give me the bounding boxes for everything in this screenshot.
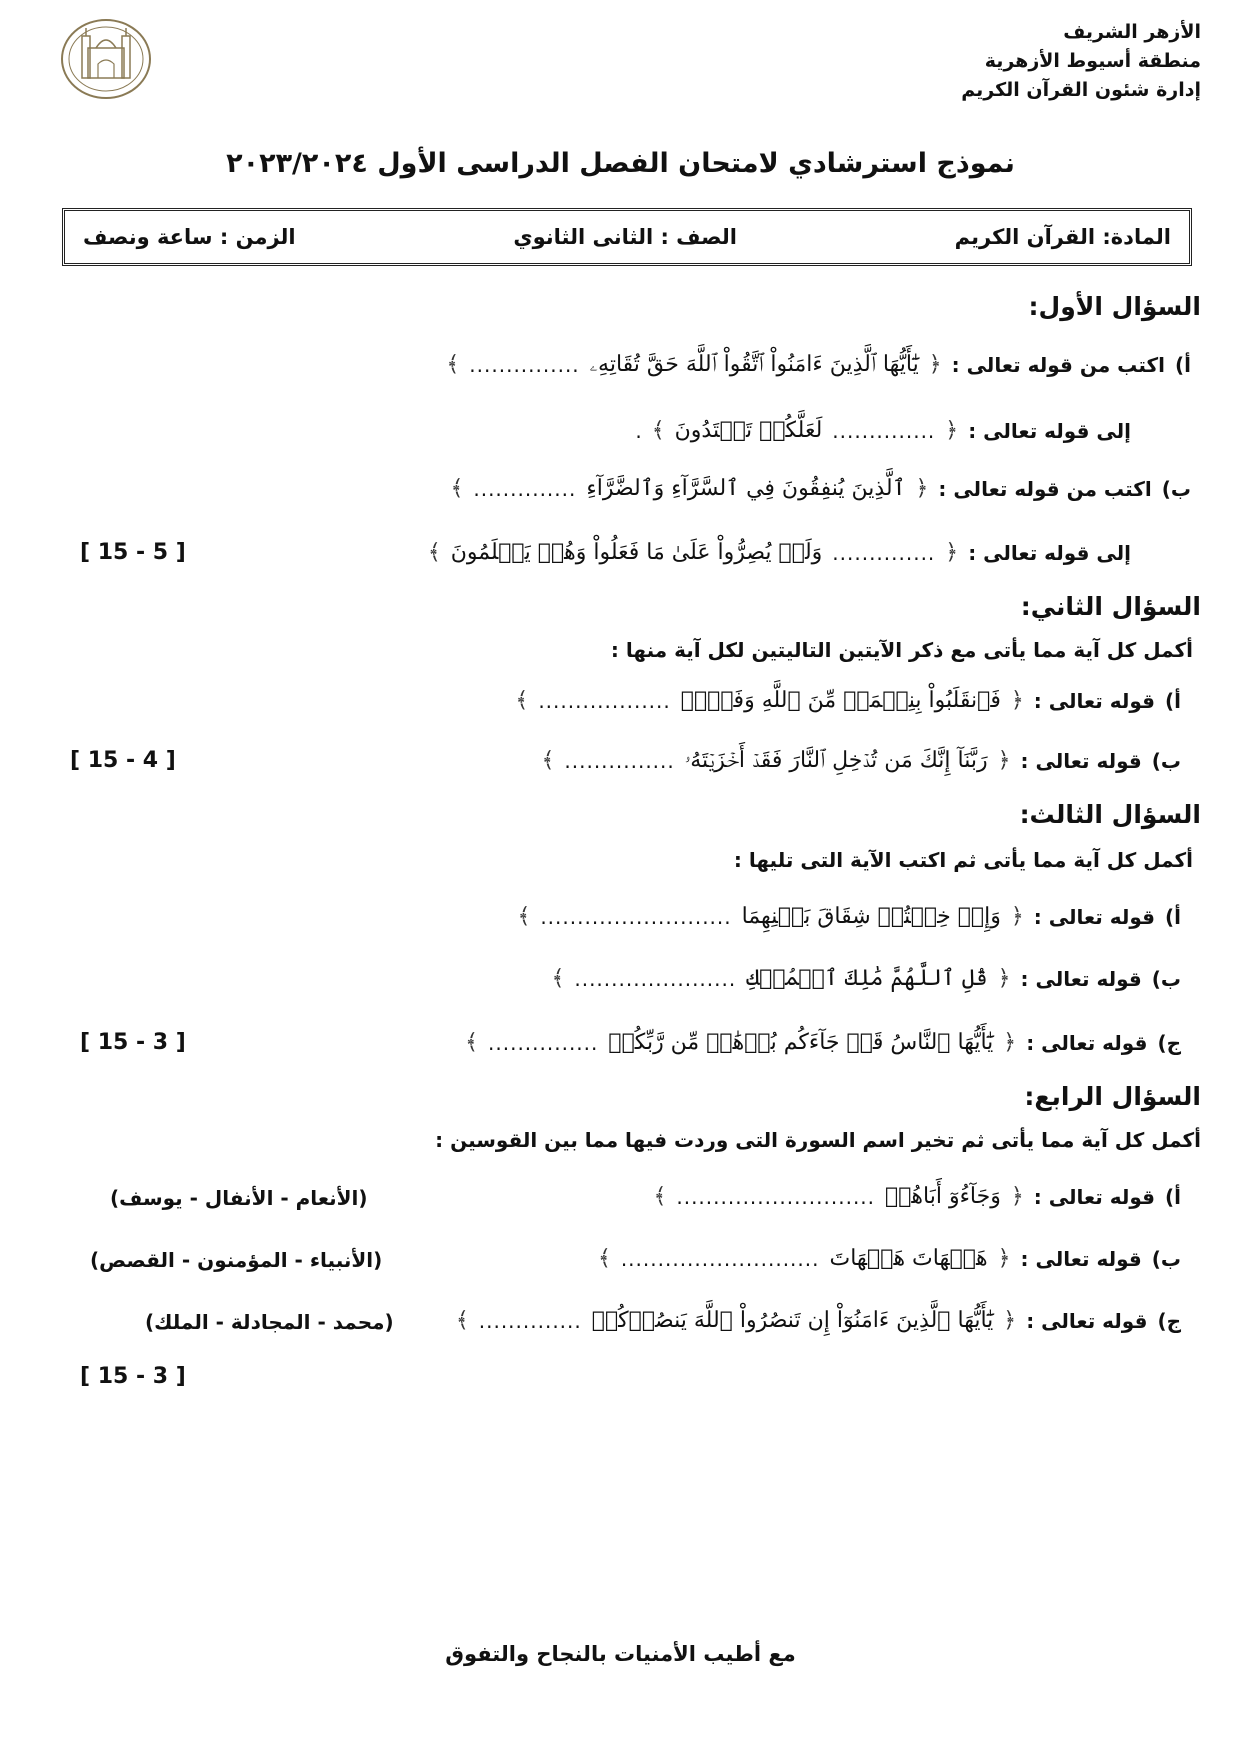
q2-b-line xyxy=(542,748,1182,773)
q2-instruction: أكمل كل آية مما يأتى مع ذكر الآيتين التاليتين لكل آية منها : xyxy=(610,638,1193,662)
q1-a2-ayah: لَعَلَّكُمۡ تَهۡتَدُونَ xyxy=(674,418,823,443)
q2-b-ayah: رَبَّنَآ إِنَّكَ مَن تُدۡخِلِ ٱلنَّارَ فَقَدۡ أَخۡزَيۡتَهُۥ xyxy=(684,748,988,773)
q1-a2-blank: .............. xyxy=(832,418,936,443)
open-bracket: ﴿ xyxy=(945,418,959,443)
header-line-1: الأزهر الشريف xyxy=(1063,21,1201,43)
close-bracket: ﴾ xyxy=(465,1030,479,1055)
close-bracket: ﴾ xyxy=(446,352,460,377)
q2-b-blank: ............... xyxy=(564,748,675,773)
header-line-2: منطقة أسيوط الأزهرية xyxy=(984,50,1201,72)
q1-a2-line xyxy=(635,418,1131,443)
q2-a-line xyxy=(515,688,1181,713)
open-bracket: ﴿ xyxy=(1010,1184,1024,1209)
exam-info-box xyxy=(62,208,1192,266)
q1-a2-end: . xyxy=(635,418,642,443)
institution-header xyxy=(961,18,1201,105)
azhar-logo-icon xyxy=(60,18,152,100)
q3-b-label: ب) xyxy=(1151,966,1181,991)
q1-b-text: اكتب من قوله تعالى : xyxy=(938,476,1152,501)
open-bracket: ﴿ xyxy=(928,352,942,377)
q3-b-blank: ...................... xyxy=(574,966,737,991)
q4-c-line xyxy=(456,1308,1181,1333)
close-bracket: ﴾ xyxy=(597,1246,611,1271)
close-bracket: ﴾ xyxy=(517,904,531,929)
q1-a2-text: إلى قوله تعالى : xyxy=(968,418,1131,443)
open-bracket: ﴿ xyxy=(997,1246,1011,1271)
q2-a-text: قوله تعالى : xyxy=(1033,688,1155,713)
q1-b-label: ب) xyxy=(1161,476,1191,501)
q4-heading: السؤال الرابع: xyxy=(1024,1082,1201,1111)
q3-score: [ 15 - 3 ] xyxy=(80,1030,186,1055)
q2-b-text: قوله تعالى : xyxy=(1020,748,1142,773)
grade-label: الصف : الثانى الثانوي xyxy=(513,225,737,249)
q1-a-blank: ............... xyxy=(469,352,580,377)
q2-b-label: ب) xyxy=(1151,748,1181,773)
q4-c-text: قوله تعالى : xyxy=(1026,1308,1148,1333)
open-bracket: ﴿ xyxy=(945,540,959,565)
q4-b-line xyxy=(598,1246,1181,1271)
time-label: الزمن : ساعة ونصف xyxy=(83,225,296,249)
exam-title: نموذج استرشادي لامتحان الفصل الدراسى الأول ٢٠٢٣/٢٠٢٤ xyxy=(226,148,1015,179)
q1-b-blank: .............. xyxy=(473,476,577,501)
open-bracket: ﴿ xyxy=(997,748,1011,773)
q4-b-sura-choices: (الأنبياء - المؤمنون - القصص) xyxy=(90,1248,383,1272)
q4-a-ayah: وَجَآءُوٓ أَبَاهُمۡ xyxy=(885,1184,1001,1209)
q1-a-line xyxy=(446,352,1191,377)
q3-instruction: أكمل كل آية مما يأتى ثم اكتب الآية التى تليها : xyxy=(733,848,1193,872)
open-bracket: ﴿ xyxy=(997,966,1011,991)
q4-c-blank: .............. xyxy=(478,1308,582,1333)
q1-score: [ 15 - 5 ] xyxy=(80,540,186,565)
q1-a-text: اكتب من قوله تعالى : xyxy=(951,352,1165,377)
open-bracket: ﴿ xyxy=(1003,1030,1017,1055)
q4-c-label: ج) xyxy=(1157,1308,1181,1333)
q3-b-ayah: قُلِ ٱللَّهُمَّ مَٰلِكَ ٱلۡمُلۡكِ xyxy=(746,966,988,991)
close-bracket: ﴾ xyxy=(515,688,529,713)
q2-score: [ 15 - 4 ] xyxy=(70,748,176,773)
q1-b2-blank: .............. xyxy=(832,540,936,565)
q4-b-ayah: هَيۡهَاتَ هَيۡهَاتَ xyxy=(829,1246,988,1271)
q4-instruction: أكمل كل آية مما يأتى ثم تخير اسم السورة التى وردت فيها مما بين القوسين : xyxy=(435,1128,1201,1152)
q3-a-line xyxy=(517,904,1181,929)
open-bracket: ﴿ xyxy=(1010,904,1024,929)
q4-b-text: قوله تعالى : xyxy=(1020,1246,1142,1271)
q4-a-blank: ........................... xyxy=(676,1184,876,1209)
q2-a-blank: .................. xyxy=(538,688,671,713)
close-bracket: ﴾ xyxy=(653,1184,667,1209)
q3-a-text: قوله تعالى : xyxy=(1033,904,1155,929)
q1-a-ayah: يَٰٓأَيُّهَا ٱلَّذِينَ ءَامَنُواْ ٱتَّقُواْ ٱللَّهَ حَقَّ تُقَاتِهِۦ xyxy=(589,352,919,377)
q4-b-blank: ........................... xyxy=(620,1246,820,1271)
close-bracket: ﴾ xyxy=(455,1308,469,1333)
close-bracket: ﴾ xyxy=(551,966,565,991)
q3-b-text: قوله تعالى : xyxy=(1020,966,1142,991)
subject-label: المادة: القرآن الكريم xyxy=(954,225,1171,249)
open-bracket: ﴿ xyxy=(915,476,929,501)
close-bracket: ﴾ xyxy=(541,748,555,773)
close-bracket: ﴾ xyxy=(427,540,441,565)
header-line-3: إدارة شئون القرآن الكريم xyxy=(961,79,1201,101)
q3-b-line xyxy=(551,966,1181,991)
q4-a-text: قوله تعالى : xyxy=(1033,1184,1155,1209)
q1-b-line xyxy=(450,476,1191,501)
q1-b2-line xyxy=(428,540,1131,565)
q3-a-ayah: وَإِنۡ خِفۡتُمۡ شِقَاقَ بَيۡنِهِمَا xyxy=(741,904,1001,929)
q4-a-line xyxy=(653,1184,1181,1209)
q1-heading: السؤال الأول: xyxy=(1028,292,1201,321)
q3-heading: السؤال الثالث: xyxy=(1019,800,1201,829)
q1-a-label: أ) xyxy=(1175,352,1191,377)
q4-score: [ 15 - 3 ] xyxy=(80,1364,186,1389)
close-bracket: ﴾ xyxy=(450,476,464,501)
q3-c-line xyxy=(465,1030,1181,1055)
q1-b2-text: إلى قوله تعالى : xyxy=(968,540,1131,565)
q3-a-label: أ) xyxy=(1165,904,1181,929)
q3-c-ayah: يَٰٓأَيُّهَا ٱلنَّاسُ قَدۡ جَآءَكُم بُرۡهَٰنٞ مِّن رَّبِّكُمۡ xyxy=(608,1030,994,1055)
open-bracket: ﴿ xyxy=(1003,1308,1017,1333)
q4-c-ayah: يَٰٓأَيُّهَا ٱلَّذِينَ ءَامَنُوٓاْ إِن تَنصُرُواْ ٱللَّهَ يَنصُرۡكُمۡ xyxy=(591,1308,994,1333)
closing-wishes: مع أطيب الأمنيات بالنجاح والتفوق xyxy=(445,1642,796,1666)
q2-heading: السؤال الثاني: xyxy=(1020,592,1201,621)
q3-c-blank: ............... xyxy=(488,1030,599,1055)
q3-c-label: ج) xyxy=(1157,1030,1181,1055)
q4-a-sura-choices: (الأنعام - الأنفال - يوسف) xyxy=(110,1186,368,1210)
q3-c-text: قوله تعالى : xyxy=(1026,1030,1148,1055)
q3-a-blank: .......................... xyxy=(540,904,732,929)
q4-b-label: ب) xyxy=(1151,1246,1181,1271)
open-bracket: ﴿ xyxy=(1010,688,1024,713)
q1-b2-ayah: وَلَمۡ يُصِرُّواْ عَلَىٰ مَا فَعَلُواْ وَهُمۡ يَعۡلَمُونَ xyxy=(450,540,823,565)
q2-a-label: أ) xyxy=(1165,688,1181,713)
q4-c-sura-choices: (محمد - المجادلة - الملك) xyxy=(145,1310,394,1334)
close-bracket: ﴾ xyxy=(651,418,665,443)
q1-b-ayah: ٱلَّذِينَ يُنفِقُونَ فِي ٱلسَّرَّآءِ وَٱلضَّرَّآءِ xyxy=(586,476,906,501)
q4-a-label: أ) xyxy=(1165,1184,1181,1209)
q2-a-ayah: فَٱنقَلَبُواْ بِنِعۡمَةٖ مِّنَ ٱللَّهِ وَفَضۡلٖ xyxy=(680,688,1001,713)
